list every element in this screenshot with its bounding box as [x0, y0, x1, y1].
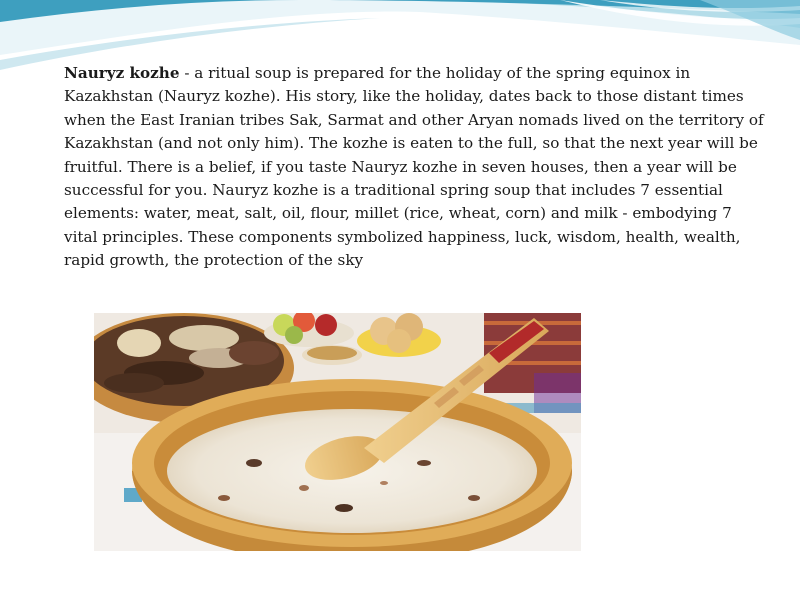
- kozhe-bowl-photo: [94, 313, 581, 551]
- body-text: - a ritual soup is prepared for the holiday of the spring equinox in Kazakhstan (Nauryz kozhe). His story, like the holiday, dates back to those distant times when the East Iranian tribes Sak, Sarmat and other Aryan nomads lived on the territory of Kazakhstan (and not only him). The kozhe is eaten to the full, so that the next year will be fruitful. There is a belief, if you taste Nauryz kozhe in seven houses, then a year will be successful for you. Nauryz kozhe is a traditional spring soup that includes 7 essential elements: water, meat, salt, oil, flour, millet (rice, wheat, corn) and milk - embodying 7 vital principles. These components symbolized happiness, luck, wisdom, health, wealth, rapid growth, the protection of the sky: [64, 64, 764, 270]
- term-heading: Nauryz kozhe: [64, 64, 180, 82]
- slide-paragraph: [64, 62, 764, 273]
